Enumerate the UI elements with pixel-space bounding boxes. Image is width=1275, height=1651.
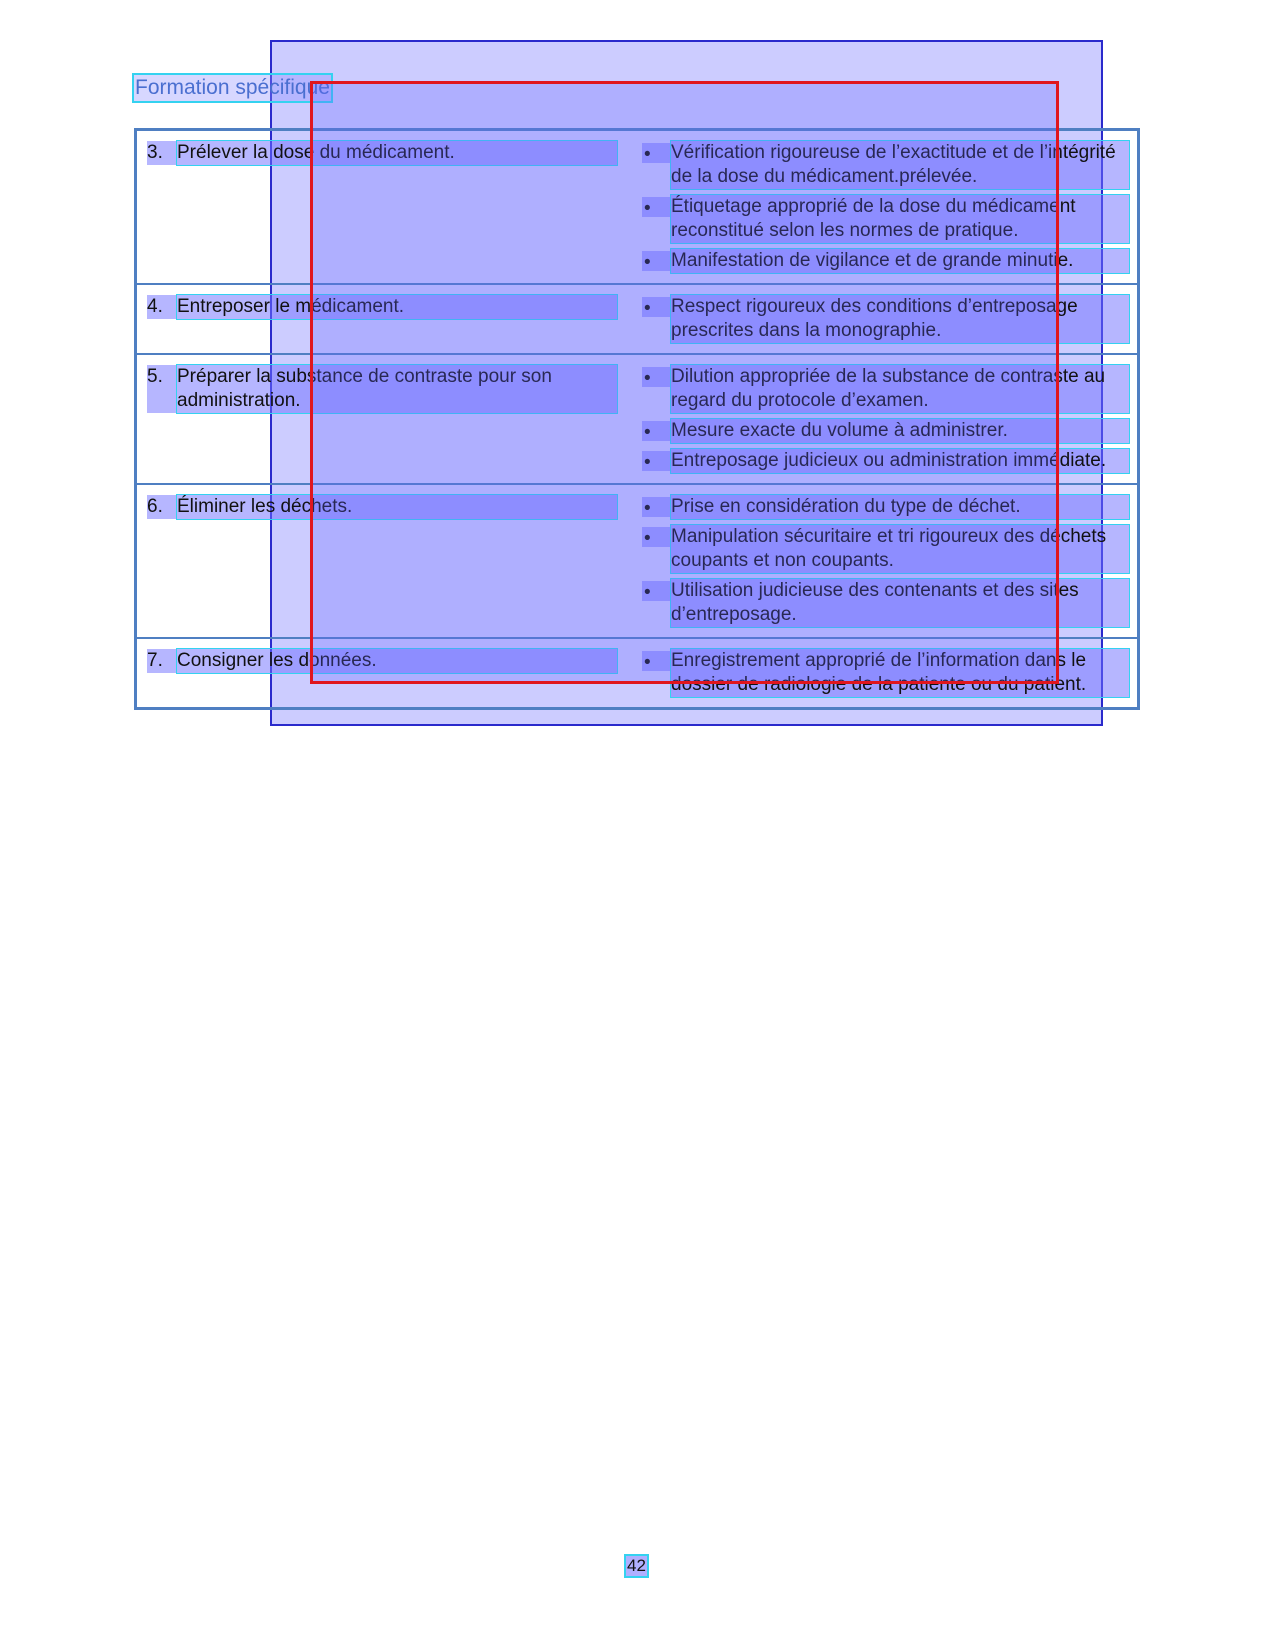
criterion-text: Enregistrement approprié de l’information dans le dossier de radiologie de la patiente ou du patient. (671, 649, 1129, 697)
criterion-text: Vérification rigoureuse de l’exactitude et de l’intégrité de la dose du médicament.prélevée. (671, 141, 1129, 189)
list-item (642, 295, 1129, 343)
table-row (137, 131, 1137, 283)
criterion-text: Respect rigoureux des conditions d’entreposage prescrites dans la monographie. (671, 295, 1129, 343)
list-item (642, 495, 1129, 519)
criteria-cell (642, 131, 1137, 283)
bullet-icon: • (642, 651, 671, 671)
step-text: Préparer la substance de contraste pour son administration. (177, 365, 617, 413)
list-item (642, 249, 1129, 273)
bullet-icon: • (642, 451, 671, 471)
step-text: Entreposer le médicament. (177, 295, 617, 319)
criteria-cell (642, 485, 1137, 637)
bullet-icon: • (642, 497, 671, 517)
criterion-text: Manifestation de vigilance et de grande minutie. (671, 249, 1129, 273)
criterion-text: Utilisation judicieuse des contenants et des sites d’entreposage. (671, 579, 1129, 627)
criterion-text: Manipulation sécuritaire et tri rigoureux des déchets coupants et non coupants. (671, 525, 1129, 573)
step-number: 3. (147, 141, 177, 165)
criteria-cell (642, 285, 1137, 353)
list-item (642, 419, 1129, 443)
list-item (642, 141, 1129, 189)
criterion-text: Dilution appropriée de la substance de contraste au regard du protocole d’examen. (671, 365, 1129, 413)
list-item (642, 195, 1129, 243)
table-row (137, 283, 1137, 353)
table-row (137, 483, 1137, 637)
step-text: Éliminer les déchets. (177, 495, 617, 519)
criteria-cell (642, 355, 1137, 483)
bullet-icon: • (642, 251, 671, 271)
list-item (642, 649, 1129, 697)
step-text: Prélever la dose du médicament. (177, 141, 617, 165)
step-cell (137, 355, 642, 483)
step-cell (137, 131, 642, 283)
table-row (137, 353, 1137, 483)
bullet-icon: • (642, 527, 671, 547)
step-number: 7. (147, 649, 177, 673)
list-item (642, 365, 1129, 413)
table-row (137, 637, 1137, 707)
list-item (642, 525, 1129, 573)
step-number: 5. (147, 365, 177, 413)
bullet-icon: • (642, 367, 671, 387)
step-cell (137, 285, 642, 353)
step-cell (137, 485, 642, 637)
criterion-text: Entreposage judicieux ou administration immédiate. (671, 449, 1129, 473)
list-item (642, 449, 1129, 473)
criterion-text: Prise en considération du type de déchet. (671, 495, 1129, 519)
bullet-icon: • (642, 143, 671, 163)
step-text: Consigner les données. (177, 649, 617, 673)
bullet-icon: • (642, 297, 671, 317)
page-number: 42 (627, 1556, 646, 1575)
section-title: Formation spécifique (135, 76, 330, 99)
list-item (642, 579, 1129, 627)
criterion-text: Étiquetage approprié de la dose du médicament reconstitué selon les normes de pratique. (671, 195, 1129, 243)
bullet-icon: • (642, 197, 671, 217)
competency-table (134, 128, 1140, 710)
criteria-cell (642, 639, 1137, 707)
bullet-icon: • (642, 421, 671, 441)
step-cell (137, 639, 642, 707)
step-number: 4. (147, 295, 177, 319)
bullet-icon: • (642, 581, 671, 601)
criterion-text: Mesure exacte du volume à administrer. (671, 419, 1129, 443)
step-number: 6. (147, 495, 177, 519)
